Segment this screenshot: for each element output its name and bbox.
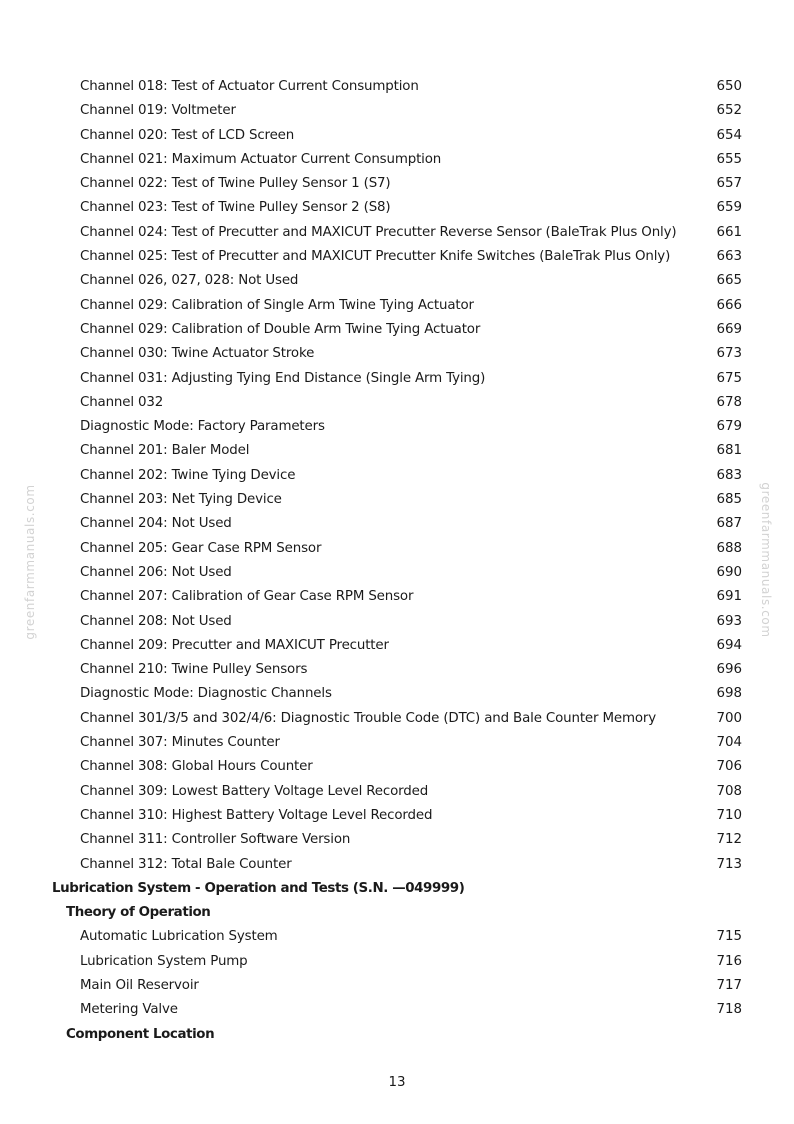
toc-entry-title: Diagnostic Mode: Factory Parameters [80, 419, 325, 435]
toc-entry[interactable] [0, 950, 794, 974]
toc-entry-page: 666 [716, 297, 742, 313]
toc-entry-title: Channel 032 [80, 394, 164, 410]
toc-entry-title: Channel 204: Not Used [80, 516, 232, 532]
toc-entry-page: 698 [716, 686, 742, 702]
toc-entry-title: Channel 020: Test of LCD Screen [80, 127, 295, 143]
toc-entry[interactable] [0, 318, 794, 342]
toc-entry-page: 678 [716, 394, 742, 410]
toc-entry-title: Channel 018: Test of Actuator Current Consumption [80, 79, 419, 94]
toc-entry[interactable] [0, 367, 794, 391]
toc-entry[interactable] [0, 998, 794, 1022]
toc-entry-page: 704 [716, 735, 742, 751]
toc-entry-page: 663 [716, 249, 742, 265]
toc-entry-title: Channel 030: Twine Actuator Stroke [80, 346, 315, 362]
toc-entry[interactable] [0, 269, 794, 293]
toc-entry-page: 710 [716, 807, 742, 823]
toc-entry-page: 718 [716, 1002, 742, 1018]
toc-entry-page: 694 [716, 637, 742, 653]
toc-entry[interactable] [0, 755, 794, 779]
toc-entry-title: Channel 309: Lowest Battery Voltage Level Recorded [80, 783, 429, 799]
toc-entry-title: Channel 202: Twine Tying Device [80, 467, 296, 483]
toc-entry[interactable] [0, 512, 794, 536]
toc-entry[interactable] [0, 828, 794, 852]
toc-entry[interactable] [0, 658, 794, 682]
toc-entry-title: Main Oil Reservoir [80, 977, 199, 993]
toc-entry[interactable] [0, 585, 794, 609]
toc-entry[interactable] [0, 124, 794, 148]
toc-entry-page: 655 [716, 151, 742, 167]
toc-entry-title: Channel 201: Baler Model [80, 443, 250, 459]
toc-entry-title: Metering Valve [80, 1002, 178, 1018]
toc-entry-page: 708 [716, 783, 742, 799]
toc-entry-page: 681 [716, 443, 742, 459]
toc-entry-title: Channel 209: Precutter and MAXICUT Precutter [80, 637, 389, 653]
toc-entry-page: 690 [716, 564, 742, 580]
toc-entry[interactable] [0, 488, 794, 512]
toc-entry-title: Channel 208: Not Used [80, 613, 232, 629]
toc-entry-title: Theory of Operation [66, 905, 211, 921]
toc-entry[interactable] [0, 342, 794, 366]
toc-entry-page: 706 [716, 759, 742, 775]
toc-entry-page: 696 [716, 662, 742, 678]
toc-entry-page: 665 [716, 273, 742, 289]
toc-entry-page: 683 [716, 467, 742, 483]
toc-entry-page: 713 [716, 856, 742, 872]
toc-entry-title: Channel 206: Not Used [80, 564, 232, 580]
toc-entry-title: Channel 029: Calibration of Double Arm Twine Tying Actuator [80, 321, 481, 337]
toc-entry-title: Channel 307: Minutes Counter [80, 735, 280, 751]
toc-entry[interactable] [0, 804, 794, 828]
toc-entry-title: Channel 026, 027, 028: Not Used [80, 273, 299, 289]
toc-entry[interactable] [0, 610, 794, 634]
toc-entry-page: 659 [716, 200, 742, 216]
toc-entry-page: 715 [716, 929, 742, 945]
toc-entry[interactable] [0, 634, 794, 658]
toc-entry[interactable] [0, 464, 794, 488]
toc-entry-title: Channel 023: Test of Twine Pulley Sensor 2 (S8) [80, 200, 391, 216]
toc-entry[interactable] [0, 415, 794, 439]
toc-entry-title: Channel 301/3/5 and 302/4/6: Diagnostic Trouble Code (DTC) and Bale Counter Memory [80, 710, 657, 726]
toc-entry-page: 712 [716, 832, 742, 848]
toc-entry-title: Channel 210: Twine Pulley Sensors [80, 662, 308, 678]
toc-entry-page: 654 [716, 127, 742, 143]
toc-entry[interactable] [0, 172, 794, 196]
toc-entry-title: Channel 207: Calibration of Gear Case RPM Sensor [80, 589, 414, 605]
toc-entry-page: 650 [716, 79, 742, 94]
toc-entry-title: Channel 029: Calibration of Single Arm Twine Tying Actuator [80, 297, 474, 313]
toc-entry-page: 717 [716, 977, 742, 993]
toc-entry[interactable] [0, 196, 794, 220]
toc-entry-page: 661 [716, 224, 742, 240]
toc-section-heading[interactable] [0, 1023, 794, 1047]
toc-entry-page: 685 [716, 492, 742, 508]
toc-section-heading[interactable] [0, 877, 794, 901]
toc-entry[interactable] [0, 780, 794, 804]
toc-entry[interactable] [0, 75, 794, 99]
toc-entry[interactable] [0, 391, 794, 415]
watermark-right: greenfarmmanuals.com [759, 482, 773, 638]
table-of-contents [0, 75, 794, 1047]
toc-entry-title: Diagnostic Mode: Diagnostic Channels [80, 686, 332, 702]
toc-entry-page: 669 [716, 321, 742, 337]
toc-entry[interactable] [0, 221, 794, 245]
page-number: 13 [388, 1075, 406, 1090]
toc-entry-page: 700 [716, 710, 742, 726]
toc-entry-page: 679 [716, 419, 742, 435]
toc-entry-title: Channel 021: Maximum Actuator Current Consumption [80, 151, 442, 167]
toc-entry-page: 716 [716, 953, 742, 969]
toc-entry-page: 688 [716, 540, 742, 556]
toc-entry-title: Channel 025: Test of Precutter and MAXICUT Precutter Knife Switches (BaleTrak Plus Only) [80, 249, 671, 265]
toc-entry[interactable] [0, 707, 794, 731]
toc-entry-title: Channel 019: Voltmeter [80, 103, 236, 119]
toc-section-heading[interactable] [0, 901, 794, 925]
toc-entry[interactable] [0, 925, 794, 949]
toc-entry-title: Channel 022: Test of Twine Pulley Sensor 1 (S7) [80, 176, 391, 192]
toc-entry-title: Channel 031: Adjusting Tying End Distance (Single Arm Tying) [80, 370, 486, 386]
toc-entry-page: 657 [716, 176, 742, 192]
toc-entry-title: Channel 310: Highest Battery Voltage Level Recorded [80, 807, 433, 823]
toc-entry[interactable] [0, 561, 794, 585]
toc-entry-title: Channel 311: Controller Software Version [80, 832, 351, 848]
toc-entry-page: 673 [716, 346, 742, 362]
toc-entry[interactable] [0, 974, 794, 998]
toc-entry[interactable] [0, 245, 794, 269]
toc-entry-page: 652 [716, 103, 742, 119]
toc-entry-title: Channel 312: Total Bale Counter [80, 856, 292, 872]
toc-entry[interactable] [0, 439, 794, 463]
watermark-left: greenfarmmanuals.com [23, 484, 37, 640]
toc-entry[interactable] [0, 731, 794, 755]
toc-entry[interactable] [0, 537, 794, 561]
toc-entry-title: Component Location [66, 1026, 215, 1042]
toc-entry-title: Automatic Lubrication System [80, 929, 278, 945]
toc-entry-title: Lubrication System Pump [80, 953, 248, 969]
toc-entry-title: Channel 205: Gear Case RPM Sensor [80, 540, 322, 556]
toc-entry-title: Channel 308: Global Hours Counter [80, 759, 313, 775]
toc-entry-page: 693 [716, 613, 742, 629]
toc-entry[interactable] [0, 294, 794, 318]
toc-entry-title: Channel 203: Net Tying Device [80, 492, 282, 508]
toc-entry-title: Lubrication System - Operation and Tests (S.N. —049999) [52, 880, 465, 896]
toc-entry[interactable] [0, 682, 794, 706]
toc-entry[interactable] [0, 853, 794, 877]
toc-entry[interactable] [0, 148, 794, 172]
toc-entry-title: Channel 024: Test of Precutter and MAXICUT Precutter Reverse Sensor (BaleTrak Plus Only) [80, 224, 677, 240]
toc-entry-page: 675 [716, 370, 742, 386]
toc-entry-page: 691 [716, 589, 742, 605]
toc-entry[interactable] [0, 99, 794, 123]
toc-entry-page: 687 [716, 516, 742, 532]
